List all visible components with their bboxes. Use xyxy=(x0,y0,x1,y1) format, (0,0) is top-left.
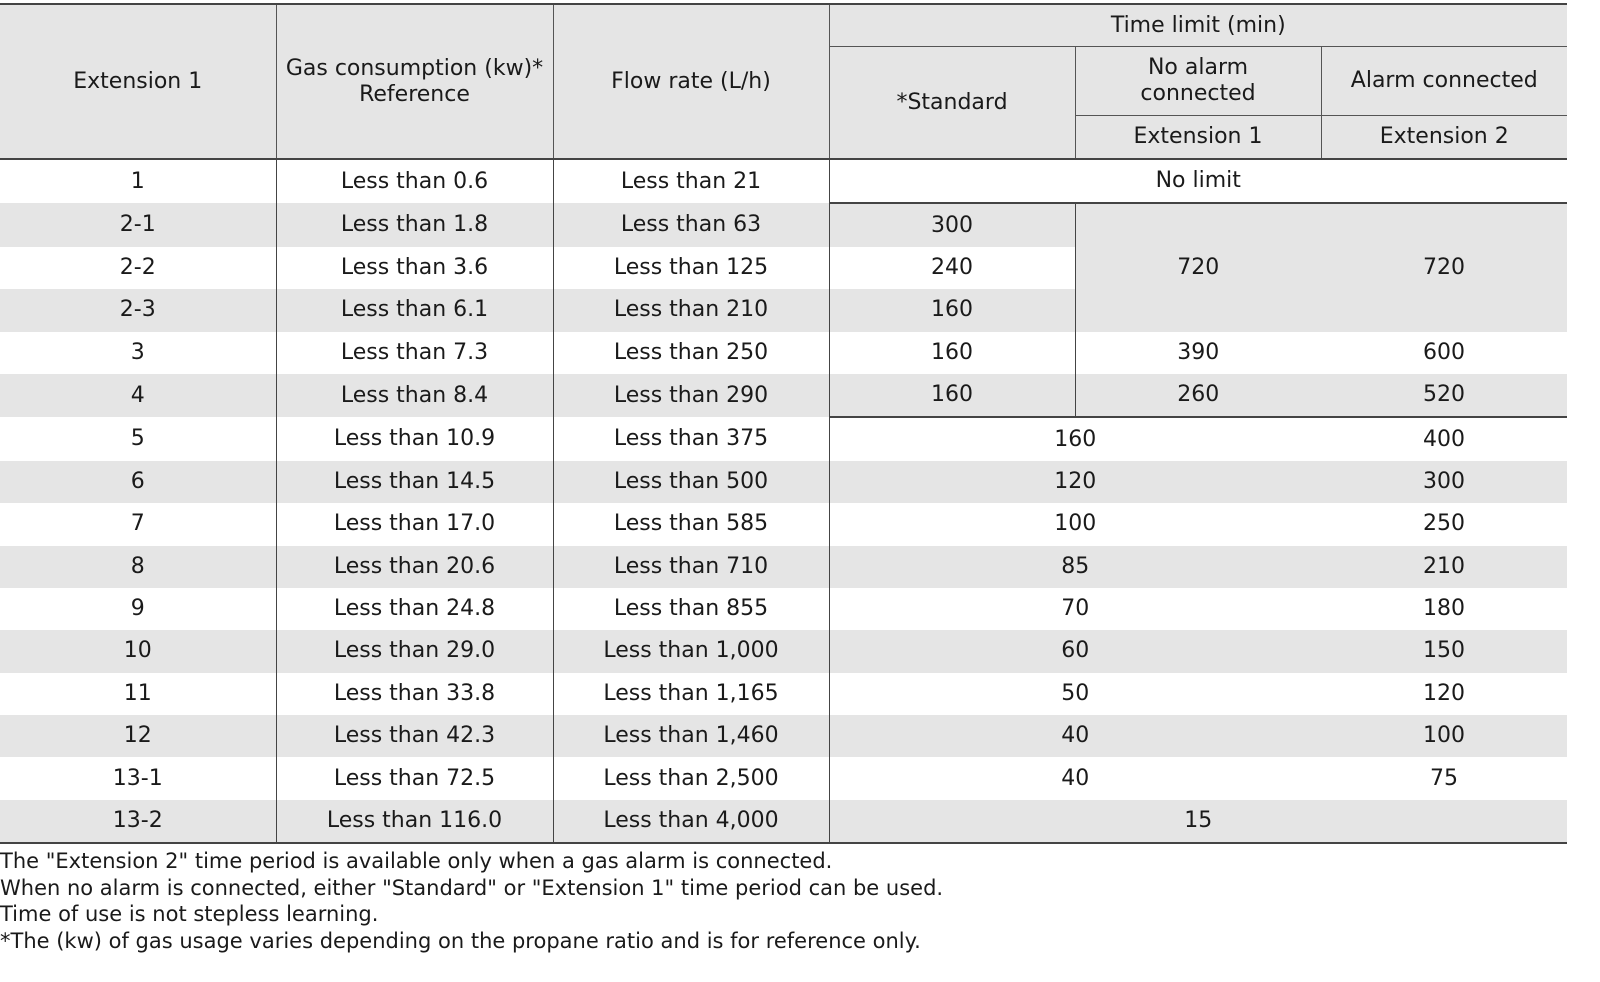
cell-gas: Less than 10.9 xyxy=(276,417,553,460)
cell-extension: 13-1 xyxy=(0,757,276,799)
header-time-limit: Time limit (min) xyxy=(829,4,1567,47)
table-row xyxy=(0,588,1567,630)
table-row xyxy=(0,630,1567,672)
cell-standard-extension-1: 40 xyxy=(829,757,1321,799)
cell-extension: 8 xyxy=(0,546,276,588)
table-row xyxy=(0,417,1567,460)
cell-flow: Less than 210 xyxy=(553,289,829,331)
cell-standard-extension-1: 160 xyxy=(829,417,1321,460)
cell-standard-extension-1: 50 xyxy=(829,673,1321,715)
table-row xyxy=(0,374,1567,417)
cell-extension: 6 xyxy=(0,461,276,503)
cell-standard-extension-1: 85 xyxy=(829,546,1321,588)
cell-flow: Less than 290 xyxy=(553,374,829,417)
cell-extension-2: 300 xyxy=(1321,461,1567,503)
cell-flow: Less than 125 xyxy=(553,247,829,289)
table-row xyxy=(0,503,1567,545)
table-row xyxy=(0,673,1567,715)
cell-extension-2: 720 xyxy=(1321,203,1567,331)
table-header xyxy=(0,4,1567,159)
time-limit-table xyxy=(0,3,1567,844)
cell-standard-extension-1: 60 xyxy=(829,630,1321,672)
cell-gas: Less than 1.8 xyxy=(276,203,553,246)
cell-no-limit: No limit xyxy=(829,159,1567,203)
cell-extension-2: 75 xyxy=(1321,757,1567,799)
header-gas-consumption-sub: Reference xyxy=(359,81,470,107)
cell-extension-1: 260 xyxy=(1075,374,1321,417)
cell-extension: 5 xyxy=(0,417,276,460)
cell-extension: 13-2 xyxy=(0,800,276,843)
cell-standard-extension-1: 100 xyxy=(829,503,1321,545)
table-row xyxy=(0,715,1567,757)
cell-flow: Less than 1,000 xyxy=(553,630,829,672)
cell-extension: 2-1 xyxy=(0,203,276,246)
footnote: Time of use is not stepless learning. xyxy=(0,902,379,926)
cell-standard-extension-1: 70 xyxy=(829,588,1321,630)
cell-gas: Less than 3.6 xyxy=(276,247,553,289)
time-limit-table-container xyxy=(0,3,1567,844)
table-row xyxy=(0,461,1567,503)
cell-flow: Less than 250 xyxy=(553,332,829,374)
cell-flow: Less than 710 xyxy=(553,546,829,588)
cell-flow: Less than 21 xyxy=(553,159,829,203)
cell-extension: 2-3 xyxy=(0,289,276,331)
header-gas-consumption-label: Gas consumption (kw)* xyxy=(285,55,544,81)
cell-flow: Less than 375 xyxy=(553,417,829,460)
cell-flow: Less than 855 xyxy=(553,588,829,630)
cell-flow: Less than 585 xyxy=(553,503,829,545)
cell-extension: 9 xyxy=(0,588,276,630)
cell-extension: 10 xyxy=(0,630,276,672)
cell-extension: 11 xyxy=(0,673,276,715)
cell-gas: Less than 72.5 xyxy=(276,757,553,799)
cell-gas: Less than 29.0 xyxy=(276,630,553,672)
cell-extension-2: 400 xyxy=(1321,417,1567,460)
table-body xyxy=(0,159,1567,843)
cell-extension: 3 xyxy=(0,332,276,374)
cell-extension-1: 720 xyxy=(1075,203,1321,331)
header-standard: *Standard xyxy=(829,47,1075,160)
cell-gas: Less than 8.4 xyxy=(276,374,553,417)
table-row xyxy=(0,546,1567,588)
cell-standard: 160 xyxy=(829,332,1075,374)
cell-extension: 7 xyxy=(0,503,276,545)
cell-extension: 12 xyxy=(0,715,276,757)
cell-gas: Less than 0.6 xyxy=(276,159,553,203)
cell-extension-2: 250 xyxy=(1321,503,1567,545)
header-extension: Extension 1 xyxy=(0,4,276,159)
cell-standard: 160 xyxy=(829,374,1075,417)
header-no-alarm-line1: No alarm xyxy=(1147,55,1249,80)
cell-gas: Less than 6.1 xyxy=(276,289,553,331)
header-alarm-connected: Alarm connected xyxy=(1321,47,1567,116)
cell-flow: Less than 500 xyxy=(553,461,829,503)
cell-extension-2: 150 xyxy=(1321,630,1567,672)
cell-extension-1: 390 xyxy=(1075,332,1321,374)
cell-gas: Less than 42.3 xyxy=(276,715,553,757)
table-row xyxy=(0,203,1567,246)
cell-standard-extension-1: 120 xyxy=(829,461,1321,503)
footnotes xyxy=(0,848,943,954)
cell-extension-2: 210 xyxy=(1321,546,1567,588)
cell-extension: 1 xyxy=(0,159,276,203)
cell-extension-2: 180 xyxy=(1321,588,1567,630)
cell-extension: 2-2 xyxy=(0,247,276,289)
cell-all-time-limits: 15 xyxy=(829,800,1567,843)
cell-standard-extension-1: 40 xyxy=(829,715,1321,757)
cell-flow: Less than 2,500 xyxy=(553,757,829,799)
cell-standard: 240 xyxy=(829,247,1075,289)
cell-flow: Less than 4,000 xyxy=(553,800,829,843)
cell-gas: Less than 20.6 xyxy=(276,546,553,588)
header-extension-1: Extension 1 xyxy=(1075,116,1321,160)
header-gas-consumption xyxy=(276,4,553,159)
footnote: When no alarm is connected, either "Standard" or "Extension 1" time period can be used. xyxy=(0,875,944,900)
cell-extension: 4 xyxy=(0,374,276,417)
table-row xyxy=(0,159,1567,203)
cell-extension-2: 600 xyxy=(1321,332,1567,374)
cell-gas: Less than 116.0 xyxy=(276,800,553,843)
table-row xyxy=(0,757,1567,799)
cell-flow: Less than 63 xyxy=(553,203,829,246)
header-flow-rate: Flow rate (L/h) xyxy=(553,4,829,159)
table-row xyxy=(0,332,1567,374)
cell-extension-2: 120 xyxy=(1321,673,1567,715)
cell-gas: Less than 7.3 xyxy=(276,332,553,374)
header-no-alarm-line2: connected xyxy=(1140,81,1256,106)
header-no-alarm xyxy=(1075,47,1321,116)
cell-flow: Less than 1,460 xyxy=(553,715,829,757)
cell-gas: Less than 17.0 xyxy=(276,503,553,545)
cell-gas: Less than 24.8 xyxy=(276,588,553,630)
cell-extension-2: 100 xyxy=(1321,715,1567,757)
cell-standard: 300 xyxy=(829,203,1075,246)
cell-gas: Less than 33.8 xyxy=(276,673,553,715)
cell-flow: Less than 1,165 xyxy=(553,673,829,715)
cell-standard: 160 xyxy=(829,289,1075,331)
cell-gas: Less than 14.5 xyxy=(276,461,553,503)
footnote: The "Extension 2" time period is available only when a gas alarm is connected. xyxy=(0,849,833,873)
header-extension-2: Extension 2 xyxy=(1321,116,1567,160)
table-row xyxy=(0,800,1567,843)
footnote: *The (kw) of gas usage varies depending on the propane ratio and is for reference only. xyxy=(0,928,921,953)
cell-extension-2: 520 xyxy=(1321,374,1567,417)
